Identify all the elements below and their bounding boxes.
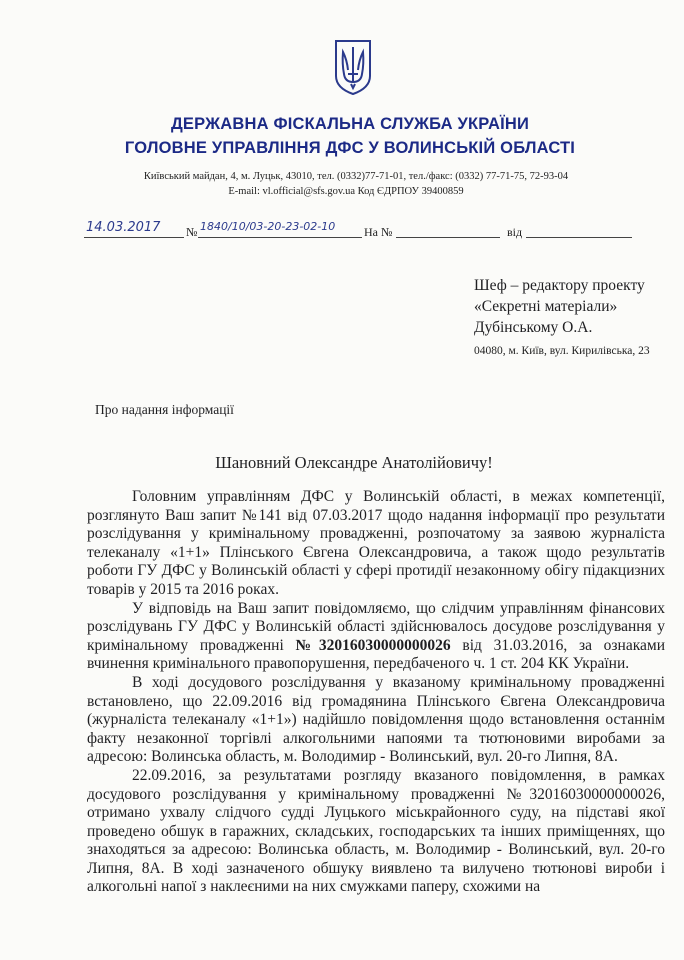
reference-number-label: На №	[364, 225, 393, 239]
org-name-line2: ГОЛОВНЕ УПРАВЛІННЯ ДФС У ВОЛИНСЬКІЙ ОБЛАСТІ	[124, 139, 576, 157]
greeting: Шановний Олександре Анатолійовичу!	[215, 453, 493, 472]
number-label: №	[186, 225, 198, 239]
case-number: №32016030000000026	[295, 636, 451, 654]
body-paragraph-2-end: від 31.03.2016, за ознаками вчинення кримінального правопорушення, передбаченого ч. 1 ст. 204 КК України.	[87, 636, 665, 673]
org-name-line1: ДЕРЖАВНА ФІСКАЛЬНА СЛУЖБА УКРАЇНИ	[170, 115, 530, 133]
body-paragraph-2-start: У відповідь на Ваш запит повідомляємо, що слідчим управлінням фінансових розслідувань ГУ ДФС у Волинській області здійснювалось досудове розслідування у кримінальному провадженні	[87, 599, 665, 654]
reference-date-label: від	[507, 225, 523, 239]
addressee-position: Шеф – редактору проекту	[474, 277, 645, 294]
trident-coat-of-arms-icon	[333, 38, 373, 96]
registration-date: 14.03.2017	[86, 220, 161, 235]
letter-body	[87, 488, 665, 897]
addressee-address: 04080, м. Київ, вул. Кирилівська, 23	[474, 345, 650, 357]
body-paragraph-4: 22.09.2016, за результатами розгляду вказаного повідомлення, в рамках досудового розслідування у кримінальному провадженні №32016030000000026, отримано ухвалу слідчого судді Луцького міськрайонного суду, на підставі якої проведено обшук в гаражних, складських, господарських та інших приміщеннях, що знаходяться за адресою: Волинська область, м. Володимир - Волинський, вул. 20-го Липня, 8А. В ході зазначеного обшуку виявлено та вилучено тютюнові вироби і алкогольні напої з наклеєними на них смужками паперу, схожими на	[87, 766, 665, 896]
letter-subject: Про надання інформації	[95, 402, 234, 417]
body-paragraph-2	[87, 600, 665, 674]
registration-number: 1840/10/03-20-23-02-10	[200, 220, 336, 233]
addressee-block	[474, 275, 645, 338]
body-paragraph-1: Головним управлінням ДФС у Волинській області, в межах компетенції, розглянуто Ваш запит №141 від 07.03.2017 щодо надання інформації про результати розслідування у кримінальному провадженні, розпочатому за заявою журналіста телеканалу «1+1» Плінського Євгена Олександровича, а також щодо результатів роботи ГУ ДФС у Волинській області у сфері протидії незаконному обігу підакцизних товарів у 2015 та 2016 роках.	[87, 488, 665, 598]
contact-address: Київський майдан, 4, м. Луцьк, 43010, тел. (0332)77-71-01, тел./факс: (0332) 77-71-75, 72-93-04	[143, 171, 569, 182]
addressee-name: Дубінському О.А.	[474, 319, 593, 336]
body-paragraph-3: В ході досудового розслідування у вказаному кримінальному провадженні встановлено, що 22.09.2016 від громадянина Плінського Євгена Олександровича (журналіста телеканалу «1+1») надійшло повідомлення щодо встановлення останнім факту незаконної торгівлі алкогольними напоями та тютюновими виробами за адресою: Волинська область, м. Володимир - Волинський, вул. 20-го Липня, 8А.	[87, 673, 665, 766]
registration-line	[84, 220, 644, 243]
addressee-project: «Секретні матеріали»	[474, 298, 618, 315]
contact-email-code: E-mail: vl.official@sfs.gov.ua Код ЄДРПОУ 39400859	[228, 186, 464, 197]
